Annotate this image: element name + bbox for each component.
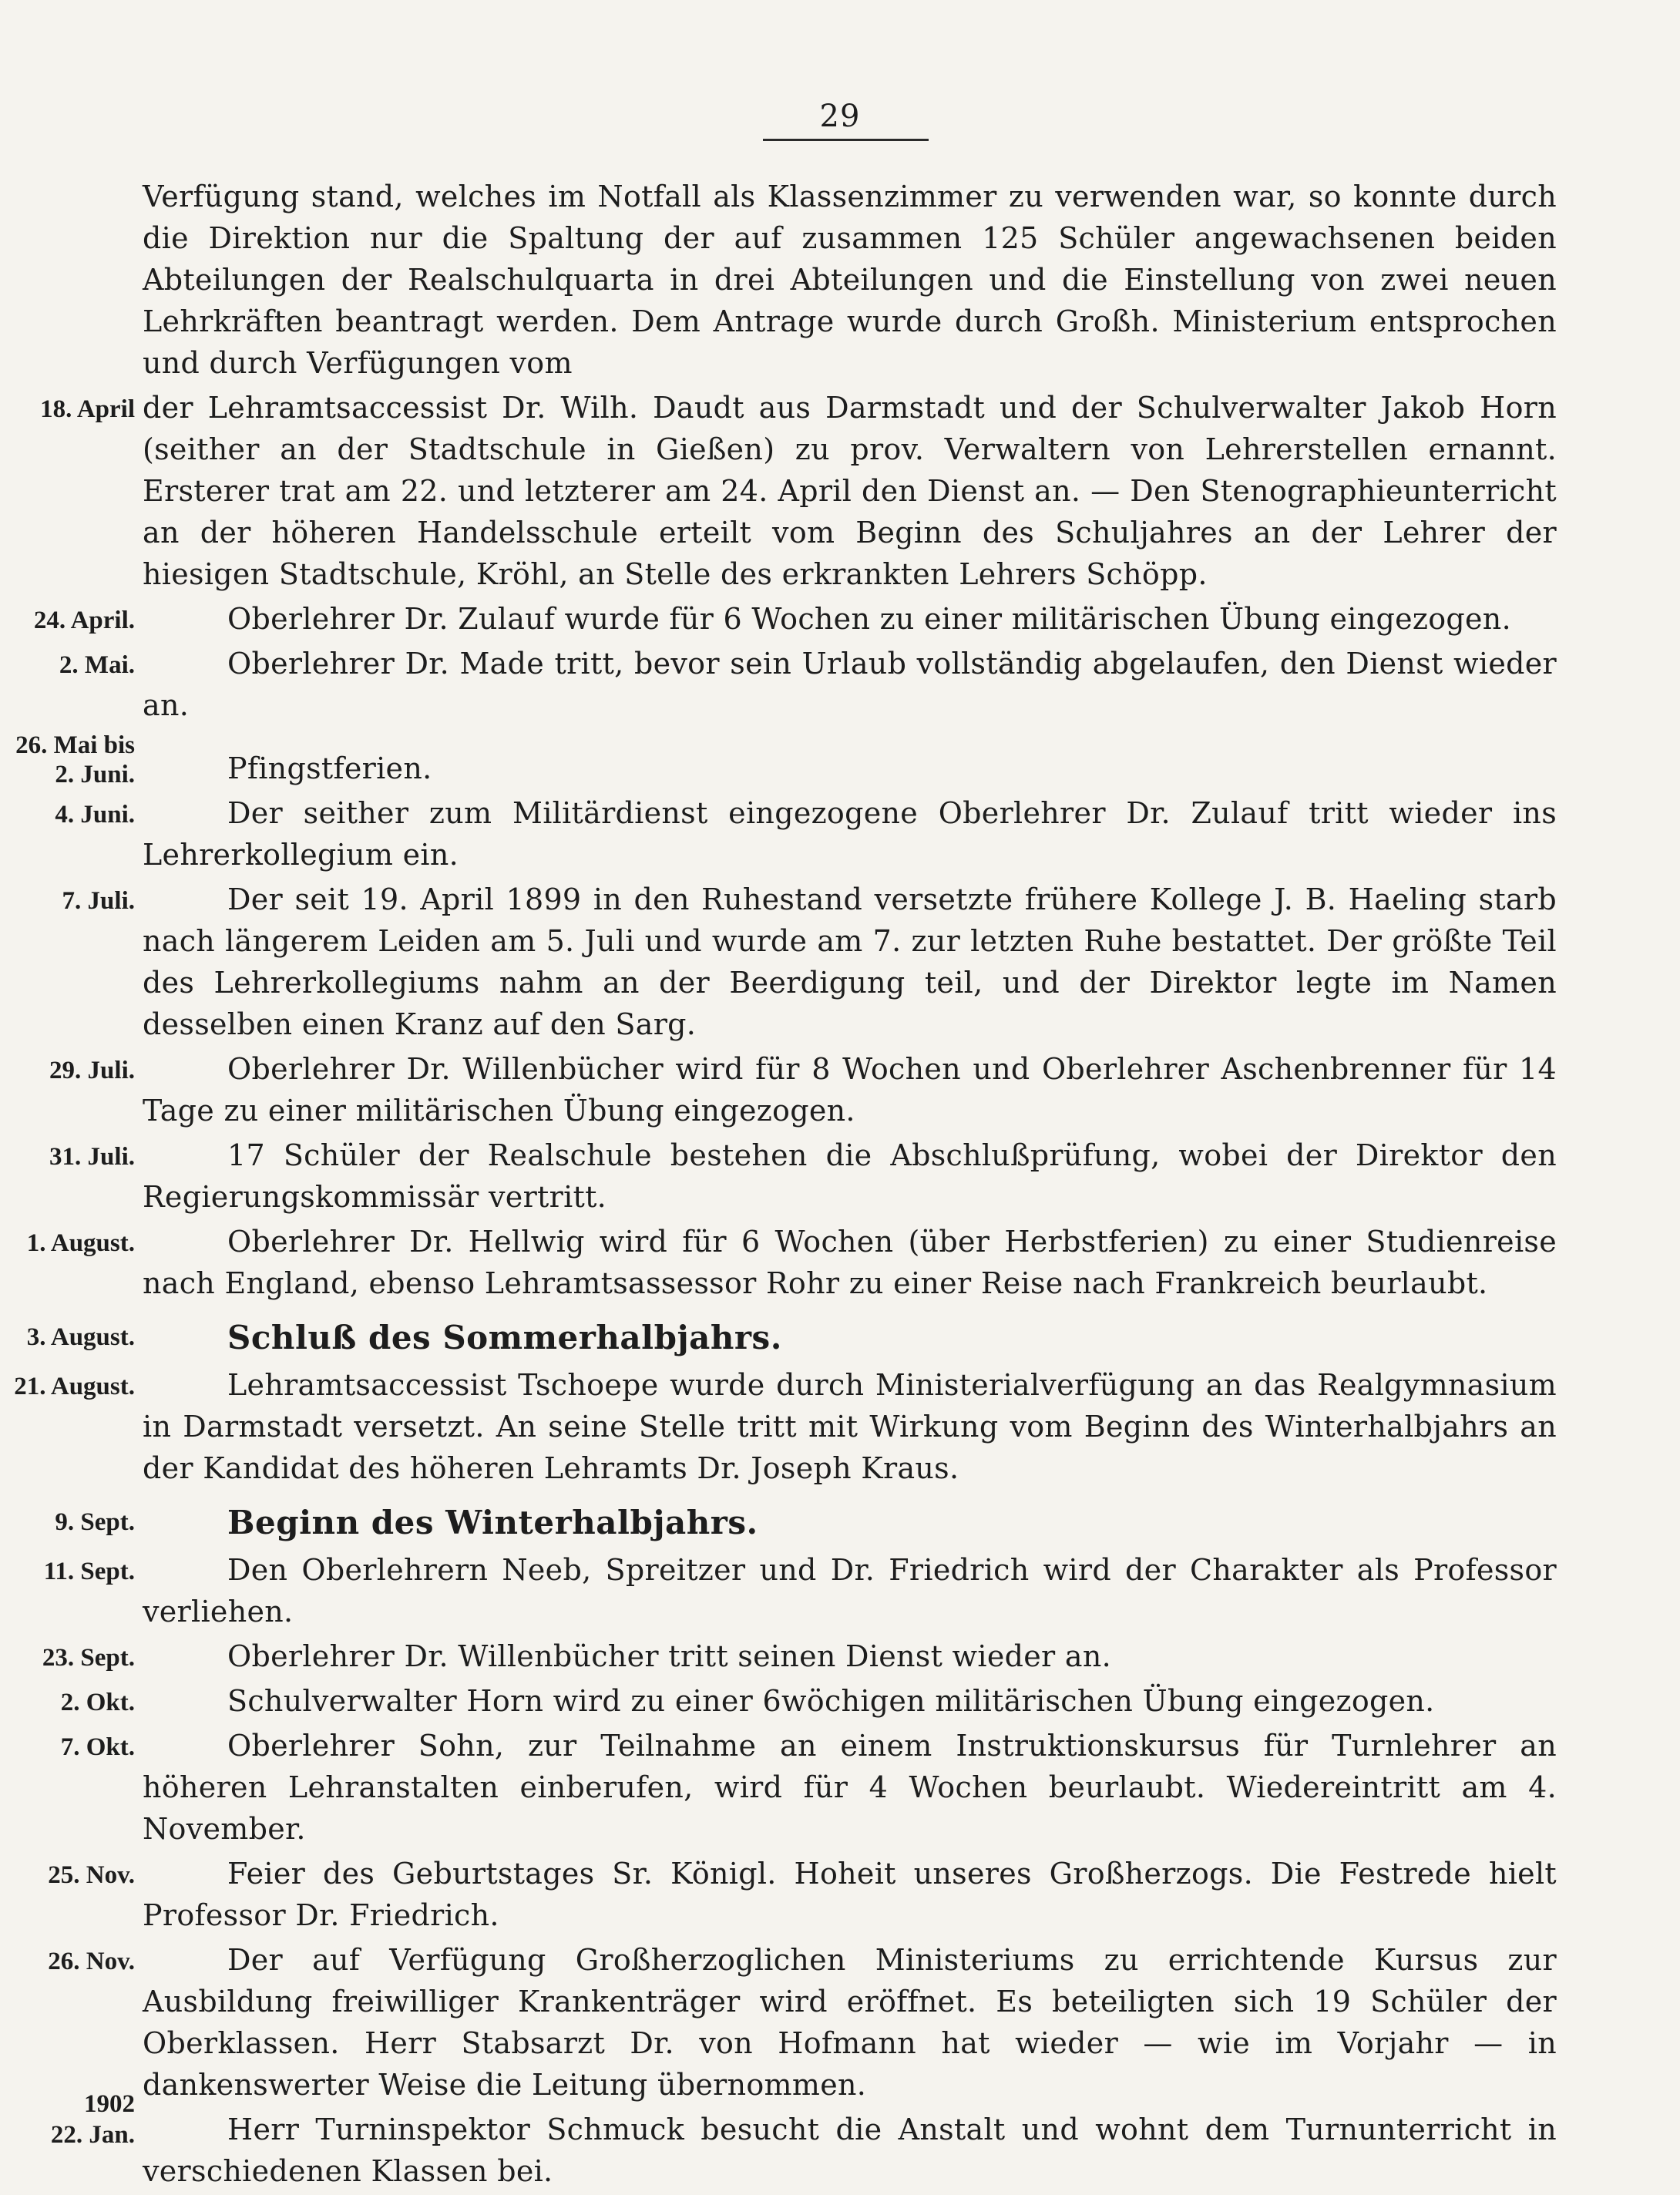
- entry-date: 1. August.: [26, 1229, 135, 1257]
- chronicle-entry: [0, 1048, 1680, 1131]
- entry-date: 4. Juni.: [55, 801, 135, 829]
- entry-date: 24. April.: [33, 607, 135, 634]
- chronicle-body: [0, 176, 1680, 2195]
- entry-text: Der auf Verfügung Großherzoglichen Ministeriums zu errichtende Kursus zur Ausbildung freiwilliger Krankenträger wird eröffnet. Es beteiligten sich 19 Schüler der Oberklassen. Herr Stabsarzt Dr. von Hofmann hat wieder — wie im Vorjahr — in dankenswerter Weise die Leitung übernommen.: [143, 1943, 1557, 2102]
- chronicle-entry: [0, 792, 1680, 876]
- entry-text: Oberlehrer Sohn, zur Teilnahme an einem Instruktionskursus für Turnlehrer an höheren Lehranstalten einberufen, wird für 4 Wochen beurlaubt. Wiedereintritt am 4. November.: [143, 1729, 1557, 1846]
- entry-date: 1902 22. Jan.: [50, 2090, 135, 2149]
- page-number-rule: [763, 139, 929, 141]
- chronicle-entry: [0, 176, 1680, 384]
- entry-date: 26. Nov.: [48, 1948, 135, 1975]
- section-heading: Schluß des Sommerhalbjahrs.: [227, 1319, 782, 1356]
- entry-date: 7. Juli.: [62, 887, 135, 915]
- entry-text: Schulverwalter Horn wird zu einer 6wöchigen militärischen Übung eingezogen.: [227, 1684, 1435, 1718]
- entry-text: Herr Turninspektor Schmuck besucht die Anstalt und wohnt dem Turnunterricht in verschiedenen Klassen bei.: [143, 2113, 1557, 2188]
- entry-date: 9. Sept.: [55, 1508, 135, 1536]
- chronicle-entry: [0, 1134, 1680, 1218]
- chronicle-entry: [0, 643, 1680, 726]
- chronicle-entry: [0, 1221, 1680, 1304]
- chronicle-entry: [0, 1725, 1680, 1850]
- chronicle-entry: [0, 1680, 1680, 1722]
- chronicle-entry: [0, 1549, 1680, 1632]
- entry-text: Oberlehrer Dr. Made tritt, bevor sein Urlaub vollständig abgelaufen, den Dienst wieder an.: [143, 647, 1557, 722]
- chronicle-entry: [0, 729, 1680, 789]
- entry-text: 17 Schüler der Realschule bestehen die Abschlußprüfung, wobei der Direktor den Regierungskommissär vertritt.: [143, 1138, 1557, 1214]
- page-number: 29: [819, 99, 861, 134]
- entry-date: 21. August.: [14, 1373, 135, 1400]
- entry-date: 23. Sept.: [42, 1644, 135, 1672]
- chronicle-entry: [0, 879, 1680, 1045]
- entry-text: Der seit 19. April 1899 in den Ruhestand versetzte frühere Kollege J. B. Haeling starb nach längerem Leiden am 5. Juli und wurde am 7. zur letzten Ruhe bestattet. Der größte Teil des Lehrerkollegiums nahm an der Beerdigung teil, und der Direktor legte im Namen desselben einen Kranz auf den Sarg.: [143, 882, 1557, 1041]
- entry-date: 3. August.: [26, 1323, 135, 1351]
- entry-text: Der seither zum Militärdienst eingezogene Oberlehrer Dr. Zulauf tritt wieder ins Lehrerkollegium ein.: [143, 796, 1557, 872]
- chronicle-entry: [0, 598, 1680, 640]
- chronicle-entry: [0, 1364, 1680, 1489]
- entry-text: Oberlehrer Dr. Hellwig wird für 6 Wochen (über Herbstferien) zu einer Studienreise nach England, ebenso Lehramtsassessor Rohr zu einer Reise nach Frankreich beurlaubt.: [143, 1225, 1557, 1300]
- entry-text: Feier des Geburtstages Sr. Königl. Hoheit unseres Großherzogs. Die Festrede hielt Professor Dr. Friedrich.: [143, 1857, 1557, 1932]
- entry-text: Den Oberlehrern Neeb, Spreitzer und Dr. Friedrich wird der Charakter als Professor verliehen.: [143, 1553, 1557, 1629]
- entry-text: der Lehramtsaccessist Dr. Wilh. Daudt aus Darmstadt und der Schulverwalter Jakob Horn (seither an der Stadtschule in Gießen) zu prov. Verwaltern von Lehrerstellen ernannt. Ersterer trat am 22. und letzterer am 24. April den Dienst an. — Den Stenographieunterricht an der höheren Handelsschule erteilt vom Beginn des Schuljahres an der Lehrer der hiesigen Stadtschule, Kröhl, an Stelle des erkrankten Lehrers Schöpp.: [143, 391, 1557, 591]
- chronicle-entry: [0, 1853, 1680, 1936]
- entry-date: 7. Okt.: [60, 1733, 135, 1761]
- entry-text: Pfingstferien.: [227, 751, 432, 785]
- entry-date: 18. April: [40, 395, 135, 423]
- entry-text: Verfügung stand, welches im Notfall als Klassenzimmer zu verwenden war, so konnte durch die Direktion nur die Spaltung der auf zusammen 125 Schüler angewachsenen beiden Abteilungen der Realschulquarta in drei Abteilungen und die Einstellung von zwei neuen Lehrkräften beantragt werden. Dem Antrage wurde durch Großh. Ministerium entsprochen und durch Verfügungen vom: [143, 180, 1557, 380]
- chronicle-entry: [0, 1315, 1680, 1361]
- entry-date: 11. Sept.: [43, 1558, 135, 1585]
- entry-date: 29. Juli.: [49, 1057, 135, 1084]
- entry-date: 25. Nov.: [48, 1861, 135, 1889]
- entry-date: 31. Juli.: [49, 1143, 135, 1171]
- chronicle-entry: [0, 2090, 1680, 2192]
- section-heading: Beginn des Winterhalbjahrs.: [227, 1504, 758, 1541]
- entry-text: Lehramtsaccessist Tschoepe wurde durch Ministerialverfügung an das Realgymnasium in Darmstadt versetzt. An seine Stelle tritt mit Wirkung vom Beginn des Winterhalbjahrs an der Kandidat des höheren Lehramts Dr. Joseph Kraus.: [143, 1368, 1557, 1485]
- entry-date: 2. Mai.: [59, 651, 135, 679]
- chronicle-entry: [0, 1500, 1680, 1546]
- entry-text: Oberlehrer Dr. Willenbücher wird für 8 Wochen und Oberlehrer Aschenbrenner für 14 Tage zu einer militärischen Übung eingezogen.: [143, 1052, 1557, 1128]
- entry-text: Oberlehrer Dr. Zulauf wurde für 6 Wochen zu einer militärischen Übung eingezogen.: [227, 602, 1511, 636]
- entry-date: 2. Okt.: [60, 1689, 135, 1716]
- entry-date: 26. Mai bis 2. Juni.: [15, 731, 135, 788]
- entry-text: Oberlehrer Dr. Willenbücher tritt seinen Dienst wieder an.: [227, 1639, 1111, 1673]
- chronicle-entry: [0, 1635, 1680, 1677]
- chronicle-entry: [0, 1939, 1680, 2106]
- chronicle-entry: [0, 387, 1680, 595]
